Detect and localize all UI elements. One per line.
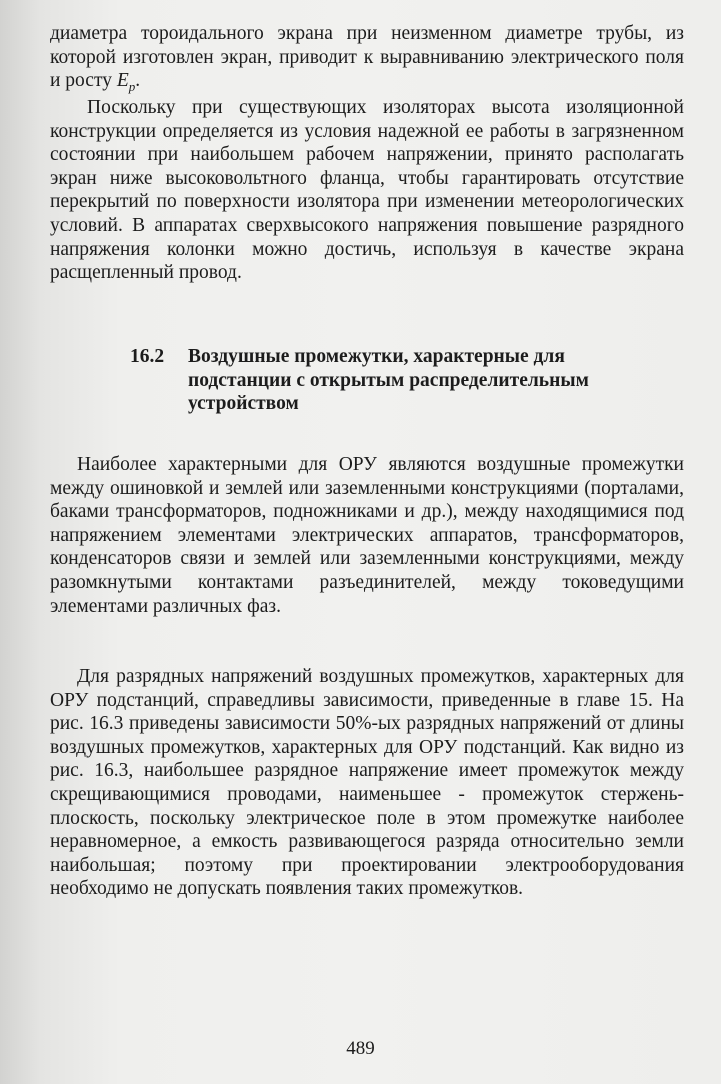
section-number: 16.2 xyxy=(130,346,165,367)
section-heading xyxy=(130,345,650,416)
variable-subscript: p xyxy=(128,79,136,95)
paragraph-3: Наиболее характерными для ОРУ являются воздушные промежутки между ошиновкой и землей или заземленными конструкциями (порталами, баками трансформаторов, подножниками и др.), между находящимися под напряжением элементами электрических аппаратов, трансформаторов, конденсаторов связи и землей или заземленными конструкциями, между разомкнутыми контактами разъединителей, между токоведущими элементами различных фаз. xyxy=(50,454,684,617)
paragraph-1-text: диаметра тороидального экрана при неизменном диаметре трубы, из которой изготовлен экран, приводит к выравниванию электрического поля и росту xyxy=(50,23,684,92)
variable-e: E xyxy=(116,70,129,92)
section-title: Воздушные промежутки, характерные для подстанции с открытым распределительным устройством xyxy=(188,346,589,415)
paragraph-1-end: . xyxy=(135,70,141,92)
paragraph-4: Для разрядных напряжений воздушных промежутков, характерных для ОРУ подстанций, справедливы зависимости, приведенные в главе 15. На рис. 16.3 приведены зависимости 50%-ых разрядных напряжений от длины воздушных промежутков, характерных для ОРУ подстанций. Как видно из рис. 16.3, наибольшее разрядное напряжение имеет промежуток между скрещивающимися проводами, наименьшее - промежуток стержень-плоскость, поскольку электрическое поле в этом промежутке наиболее неравномерное, а емкость развивающегося разряда относительно земли наибольшая; поэтому при проектировании электрооборудования необходимо не допускать появления таких промежутков. xyxy=(50,666,684,900)
paragraph-1 xyxy=(50,22,684,99)
page-number: 489 xyxy=(346,1038,375,1059)
paragraph-2: Поскольку при существующих изоляторах высота изоляционной конструкции определяется из условия надежной ее работы в загрязненном состоянии при наибольшем рабочем напряжении, принято располагать экран ниже высоковольтного фланца, чтобы гарантировать отсутствие перекрытий по поверхности изолятора при изменении метеорологических условий. В аппаратах сверхвысокого напряжения повышение разрядного напряжения колонки можно достичь, используя в качестве экрана расщепленный провод. xyxy=(50,97,684,284)
